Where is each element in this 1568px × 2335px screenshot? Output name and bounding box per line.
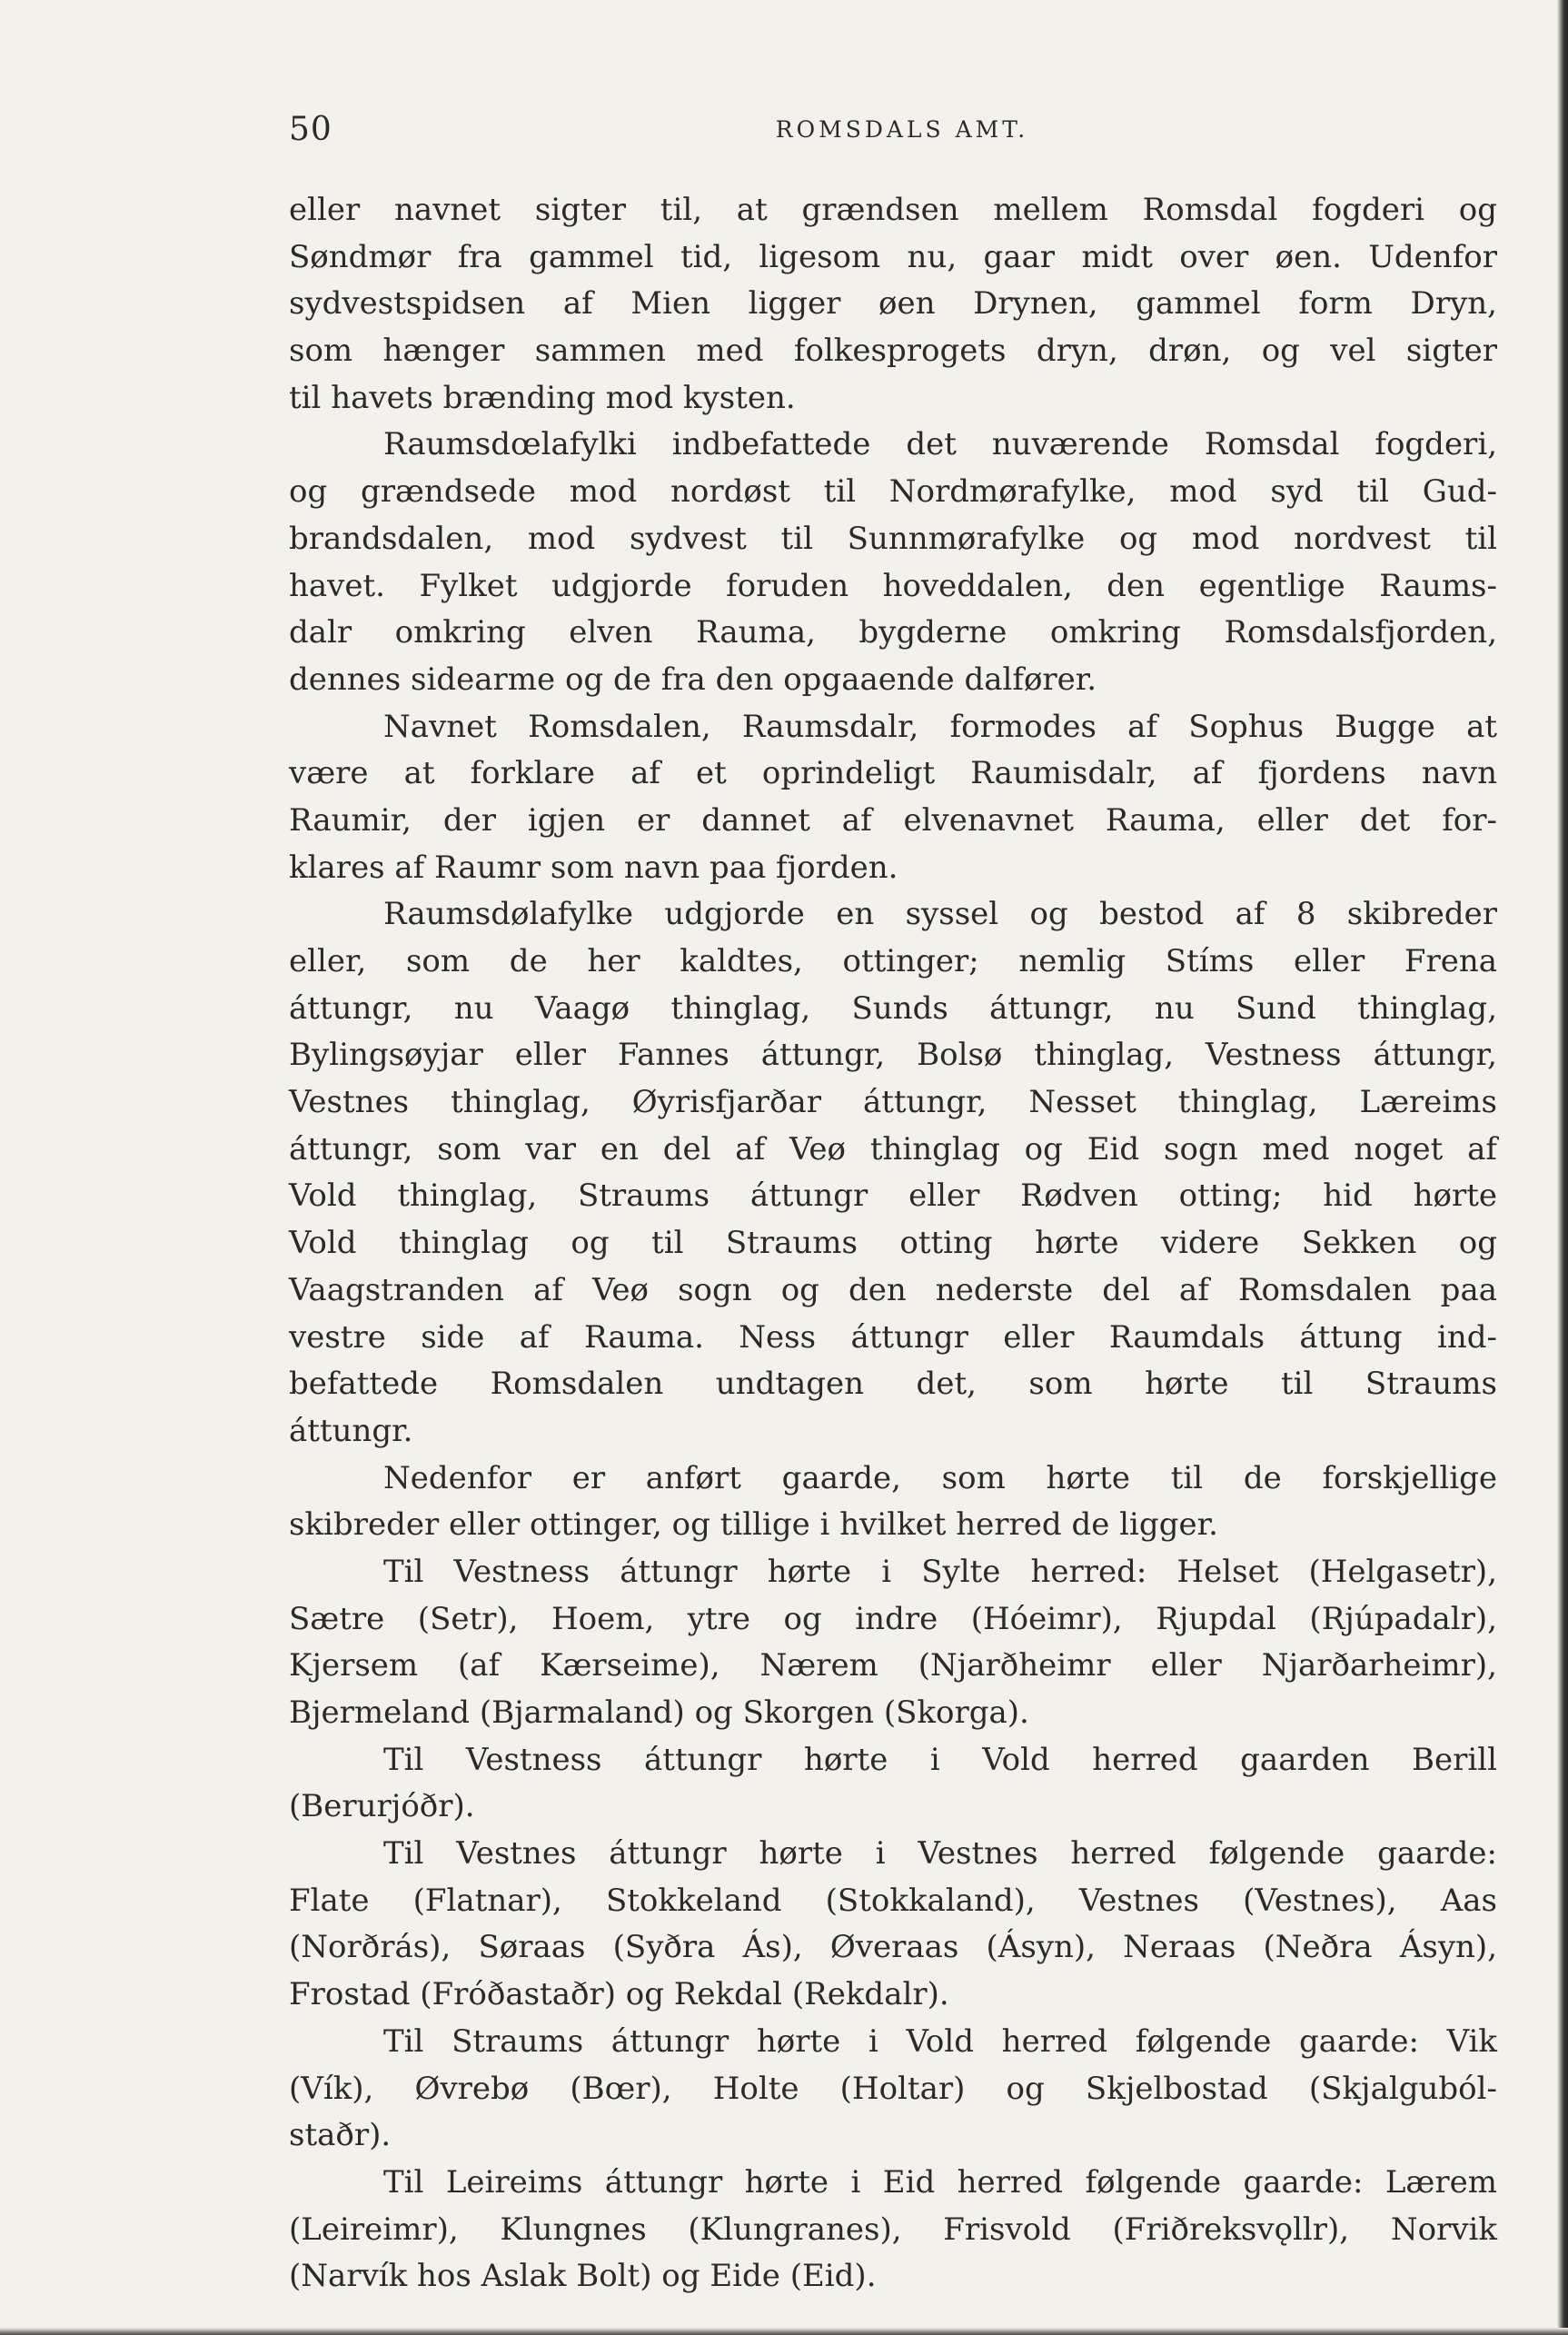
text-line: áttungr, nu Vaagø thinglag, Sunds áttungr, nu Sund thinglag, — [289, 989, 1497, 1027]
text-line: (Leireimr), Klungnes (Klungranes), Frisvold (Friðreksvǫllr), Norvik — [289, 2211, 1497, 2248]
text-line: til havets brænding mod kysten. — [289, 379, 796, 416]
text-line: eller, som de her kaldtes, ottinger; nemlig Stíms eller Frena — [289, 943, 1497, 979]
text-line: dennes sidearme og de fra den opgaaende dalfører. — [289, 661, 1097, 698]
text-line: staðr). — [289, 2117, 392, 2154]
page-number: 50 — [289, 111, 332, 148]
text-line: Vold thinglag og til Straums otting hørte videre Sekken og — [289, 1225, 1497, 1262]
text-line: Nedenfor er anført gaarde, som hørte til de forskjellige — [383, 1459, 1497, 1496]
body-text — [289, 187, 1497, 2300]
text-line: áttungr. — [289, 1412, 413, 1449]
text-line: (Berurjóðr). — [289, 1788, 475, 1825]
text-line: og grændsede mod nordøst til Nordmørafylke, mod syd til Gud- — [289, 473, 1497, 511]
text-line: brandsdalen, mod sydvest til Sunnmørafylke og mod nordvest til — [289, 520, 1497, 557]
text-line: Vestnes thinglag, Øyrisfjarðar áttungr, Nesset thinglag, Læreims — [289, 1084, 1497, 1121]
text-line: være at forklare af et oprindeligt Raumisdalr, af fjordens navn — [289, 755, 1497, 792]
text-line: befattede Romsdalen undtagen det, som hørte til Straums — [289, 1366, 1497, 1403]
text-line: Raumsdølafylke udgjorde en syssel og bestod af 8 skibreder — [383, 896, 1497, 933]
text-line: Til Vestness áttungr hørte i Sylte herred: Helset (Helgasetr), — [383, 1553, 1497, 1590]
text-line: Til Vestnes áttungr hørte i Vestnes herred følgende gaarde: — [383, 1835, 1497, 1873]
text-line: klares af Raumr som navn paa fjorden. — [289, 849, 898, 886]
text-line: áttungr, som var en del af Veø thinglag og Eid sogn med noget af — [289, 1130, 1497, 1168]
page-bottom-edge — [0, 2328, 1568, 2335]
page-edge-shadow — [1557, 0, 1568, 2335]
text-line: Vold thinglag, Straums áttungr eller Rødven otting; hid hørte — [289, 1177, 1497, 1215]
text-line: Navnet Romsdalen, Raumsdalr, formodes af Sophus Bugge at — [383, 708, 1497, 745]
text-line: (Norðrás), Søraas (Syðra Ás), Øveraas (Ásyn), Neraas (Neðra Ásyn), — [289, 1929, 1497, 1966]
text-line: Til Leireims áttungr hørte i Eid herred følgende gaarde: Lærem — [383, 2163, 1497, 2201]
text-line: Frostad (Fróðastaðr) og Rekdal (Rekdalr). — [289, 1976, 949, 2013]
text-line: Flate (Flatnar), Stokkeland (Stokkaland), Vestnes (Vestnes), Aas — [289, 1882, 1497, 1919]
text-line: Sætre (Setr), Hoem, ytre og indre (Hóeimr), Rjupdal (Rjúpadalr), — [289, 1600, 1497, 1637]
text-line: Bylingsøyjar eller Fannes áttungr, Bolsø thinglag, Vestness áttungr, — [289, 1037, 1497, 1074]
running-head: ROMSDALS AMT. — [775, 116, 1029, 143]
text-line: skibreder eller ottinger, og tillige i hvilket herred de ligger. — [289, 1506, 1218, 1544]
text-line: sydvestspidsen af Mien ligger øen Drynen, gammel form Dryn, — [289, 285, 1497, 323]
text-line: Raumir, der igjen er dannet af elvenavnet Rauma, eller det for- — [289, 801, 1497, 839]
text-line: som hænger sammen med folkesprogets dryn, drøn, og vel sigter — [289, 333, 1497, 370]
text-line: Bjermeland (Bjarmaland) og Skorgen (Skorga). — [289, 1694, 1029, 1731]
text-line: Raumsdœlafylki indbefattede det nuværende Romsdal fogderi, — [383, 426, 1497, 463]
text-line: vestre side af Rauma. Ness áttungr eller Raumdals áttung ind- — [289, 1318, 1497, 1356]
text-line: (Vík), Øvrebø (Bœr), Holte (Holtar) og Skjelbostad (Skjalguból- — [289, 2070, 1497, 2107]
text-line: Vaagstranden af Veø sogn og den nederste del af Romsdalen paa — [289, 1271, 1497, 1308]
text-line: havet. Fylket udgjorde foruden hoveddalen, den egentlige Raums- — [289, 567, 1497, 604]
text-line: (Narvík hos Aslak Bolt) og Eide (Eid). — [289, 2258, 877, 2295]
text-line: Kjersem (af Kærseime), Nærem (Njarðheimr eller Njarðarheimr), — [289, 1647, 1497, 1684]
text-line: eller navnet sigter til, at grændsen mellem Romsdal fogderi og — [289, 192, 1497, 228]
text-line: Til Vestness áttungr hørte i Vold herred gaarden Berill — [383, 1741, 1497, 1778]
text-line: Søndmør fra gammel tid, ligesom nu, gaar midt over øen. Udenfor — [289, 238, 1497, 275]
text-line: Til Straums áttungr hørte i Vold herred følgende gaarde: Vik — [383, 2022, 1497, 2060]
page-header — [289, 111, 1479, 156]
text-line: dalr omkring elven Rauma, bygderne omkring Romsdalsfjorden, — [289, 614, 1497, 651]
